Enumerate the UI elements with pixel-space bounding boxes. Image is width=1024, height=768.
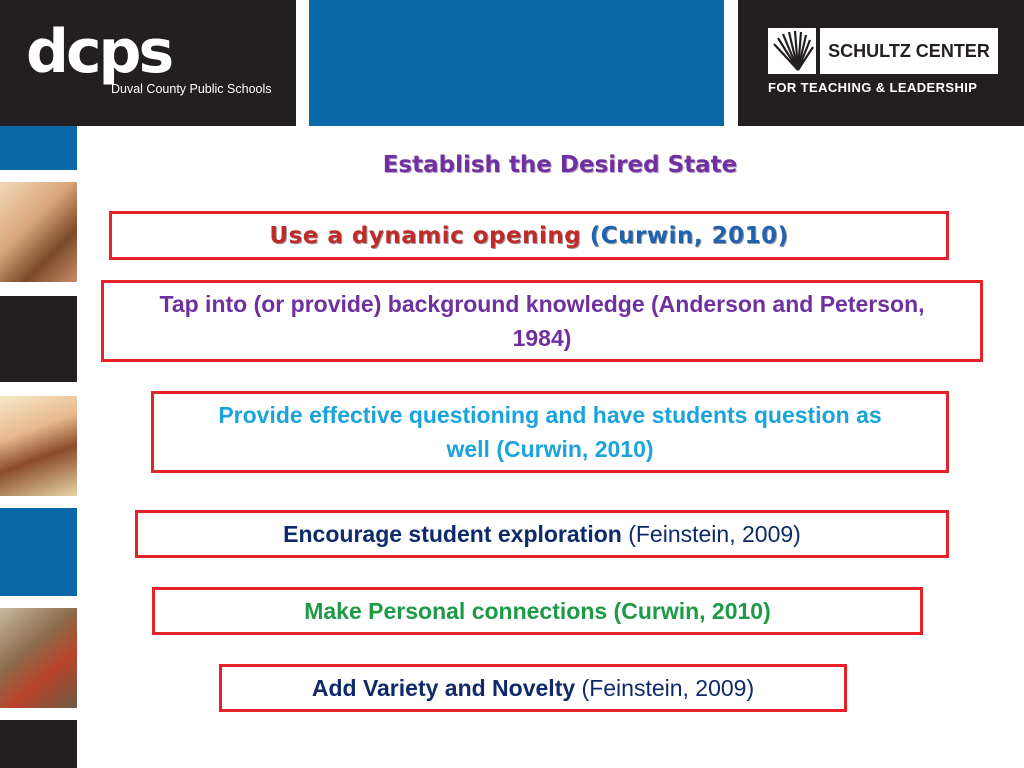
strip-photo-teacher-student (0, 182, 77, 282)
schultz-center-name: SCHULTZ CENTER (820, 28, 998, 74)
item-main: Add Variety and Novelty (311, 675, 576, 701)
strip-black-block (0, 296, 77, 382)
item-main: Encourage student exploration (283, 521, 622, 547)
item-student-exploration (135, 510, 949, 558)
item-effective-questioning (151, 391, 949, 473)
header-center-panel (309, 0, 724, 126)
item-main: Use a dynamic opening (269, 222, 582, 249)
item-citation: (Curwin, 2010) (589, 222, 789, 249)
strip-black-block (0, 720, 77, 768)
strip-blue-block (0, 508, 77, 596)
dcps-logo: dcps (26, 17, 172, 87)
schultz-center-subtitle: FOR TEACHING & LEADERSHIP (768, 80, 978, 95)
item-background-knowledge (101, 280, 983, 362)
schultz-center-logo-icon (768, 28, 816, 74)
item-variety-novelty (219, 664, 847, 712)
item-citation: (Feinstein, 2009) (628, 521, 801, 547)
item-main: Make Personal connections (Curwin, 2010) (304, 598, 771, 624)
strip-photo-library (0, 608, 77, 708)
strip-blue-block (0, 126, 77, 170)
slide-title: Establish the Desired State (382, 152, 738, 178)
item-citation: (Feinstein, 2009) (581, 675, 755, 701)
item-main: Tap into (or provide) background knowledge (Anderson and Peterson, 1984) (159, 291, 925, 351)
strip-photo-girl (0, 396, 77, 496)
item-dynamic-opening (109, 211, 949, 260)
dcps-subtitle: Duval County Public Schools (111, 82, 272, 96)
item-personal-connections (152, 587, 923, 635)
item-main: Provide effective questioning and have students question as well (Curwin, 2010) (218, 402, 882, 462)
